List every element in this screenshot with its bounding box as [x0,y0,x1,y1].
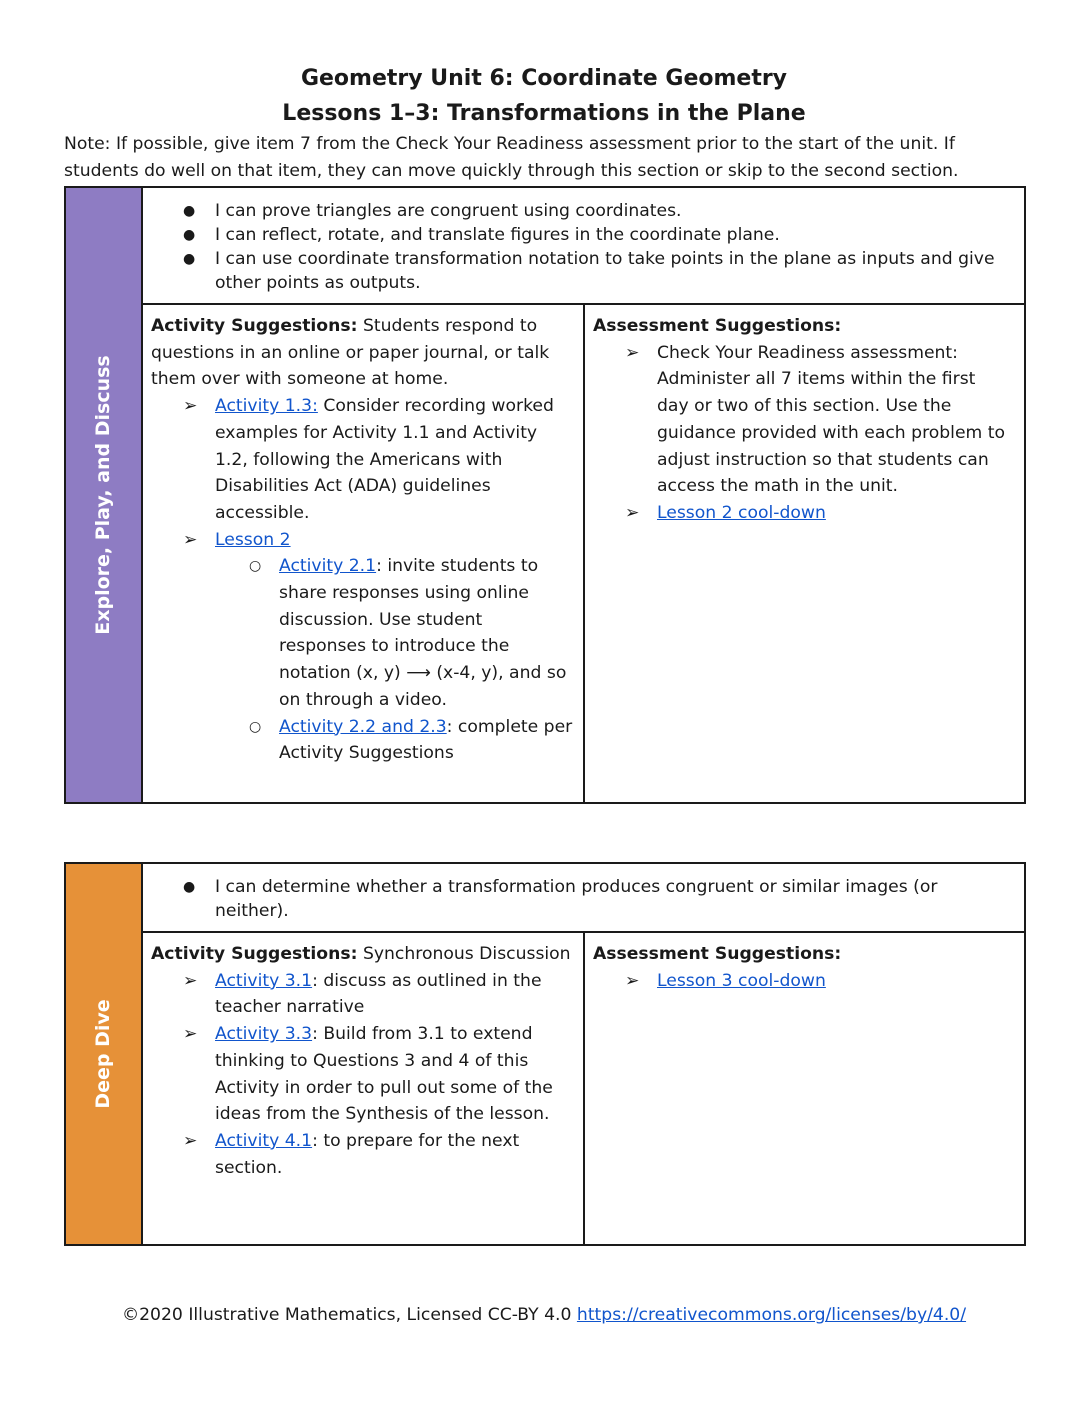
learning-goals [143,188,1024,305]
footer-text: ©2020 Illustrative Mathematics, Licensed CC-BY 4.0 [121,1305,577,1325]
activity-suggestions [143,933,585,1244]
activity-intro: Activity Suggestions: Students respond to questions in an online or paper journal, or talk them over with someone at home. [151,316,550,390]
arrow-bullet-icon: ➢ [183,970,198,991]
list-item: ➢ Check Your Readiness assessment: Administer all 7 items within the first day or two of this section. Use the guidance provided with each problem to adjust instruction so that students can access the math in the unit. [593,340,1006,500]
assessment-suggestions [585,305,1024,802]
activity-intro: Activity Suggestions: Synchronous Discussion [151,944,571,964]
learning-goal: ● I can reflect, rotate, and translate figures in the coordinate plane. [183,225,780,245]
license-link[interactable]: https://creativecommons.org/licenses/by/4.0/ [576,1305,967,1325]
section-deep-dive [64,862,1026,1246]
activity-heading: Activity Suggestions: [151,316,358,336]
bullet-icon: ● [183,251,196,267]
section-side-bar [66,864,143,1244]
activity-3-1-link[interactable]: Activity 3.1 [215,970,313,991]
activity-2-2-link[interactable]: Activity 2.2 and 2.3 [279,716,447,737]
assessment-suggestions [585,933,1024,1244]
learning-goal: ● I can use coordinate transformation notation to take points in the plane as inputs and give other points as outputs. [183,249,995,293]
arrow-bullet-icon: ➢ [183,529,198,550]
activity-2-1-link[interactable]: Activity 2.1 [279,556,377,577]
arrow-bullet-icon: ➢ [183,396,198,417]
section-side-label: Deep Dive [92,999,114,1109]
activity-1-3-link[interactable]: Activity 1.3: [215,396,318,417]
list-item [151,527,573,554]
lesson-2-cool-down-link[interactable]: Lesson 2 cool-down [657,502,826,523]
bullet-icon: ● [183,227,196,243]
list-item: ➢ Activity 4.1: to prepare for the next section. [151,1128,573,1181]
section-explore-play-discuss [64,186,1026,804]
footer [0,1305,1088,1325]
circle-bullet-icon: ○ [249,558,262,575]
bullet-icon: ● [183,203,196,219]
page-subtitle: Lessons 1–3: Transformations in the Plane [282,101,806,126]
activity-4-1-link[interactable]: Activity 4.1 [215,1130,313,1151]
activity-3-3-link[interactable]: Activity 3.3 [215,1024,313,1045]
list-item [593,500,1006,527]
list-item: ➢ Activity 3.1: discuss as outlined in the teacher narrative [151,968,573,1021]
learning-goals [143,864,1024,933]
learning-goal: ● I can determine whether a transformation produces congruent or similar images (or neither). [183,877,938,921]
arrow-bullet-icon: ➢ [625,502,640,523]
arrow-bullet-icon: ➢ [625,970,640,991]
assessment-heading: Assessment Suggestions: [593,944,842,964]
section-side-label: Explore, Play, and Discuss [92,355,114,635]
lesson-3-cool-down-link[interactable]: Lesson 3 cool-down [657,970,826,991]
section-side-bar [66,188,143,802]
arrow-bullet-icon: ➢ [183,1130,198,1151]
bullet-icon: ● [183,879,196,895]
arrow-bullet-icon: ➢ [625,342,640,363]
activity-heading: Activity Suggestions: [151,944,358,964]
assessment-heading: Assessment Suggestions: [593,316,842,336]
learning-goal: ● I can prove triangles are congruent using coordinates. [183,201,682,221]
arrow-bullet-icon: ➢ [183,1024,198,1045]
sub-list-item: ○ Activity 2.2 and 2.3: complete per Activity Suggestions [151,714,573,767]
list-item: ➢ Activity 1.3: Consider recording worked examples for Activity 1.1 and Activity 1.2, following the Americans with Disabilities Act (ADA) guidelines accessible. [151,393,573,527]
activity-suggestions [143,305,585,802]
sub-list-item: ○ Activity 2.1: invite students to share responses using online discussion. Use student responses to introduce the notation (x, y) ⟶ (x-4, y), and so on through a video. [151,553,573,713]
list-item: ➢ Activity 3.3: Build from 3.1 to extend thinking to Questions 3 and 4 of this Activity in order to pull out some of the ideas from the Synthesis of the lesson. [151,1021,573,1128]
list-item [593,968,1006,995]
lesson-2-link[interactable]: Lesson 2 [215,529,291,550]
unit-note: Note: If possible, give item 7 from the Check Your Readiness assessment prior to the start of the unit. If students do well on that item, they can move quickly through this section or skip to the second section. [64,134,959,181]
circle-bullet-icon: ○ [249,718,262,735]
page-title: Geometry Unit 6: Coordinate Geometry [300,66,788,91]
